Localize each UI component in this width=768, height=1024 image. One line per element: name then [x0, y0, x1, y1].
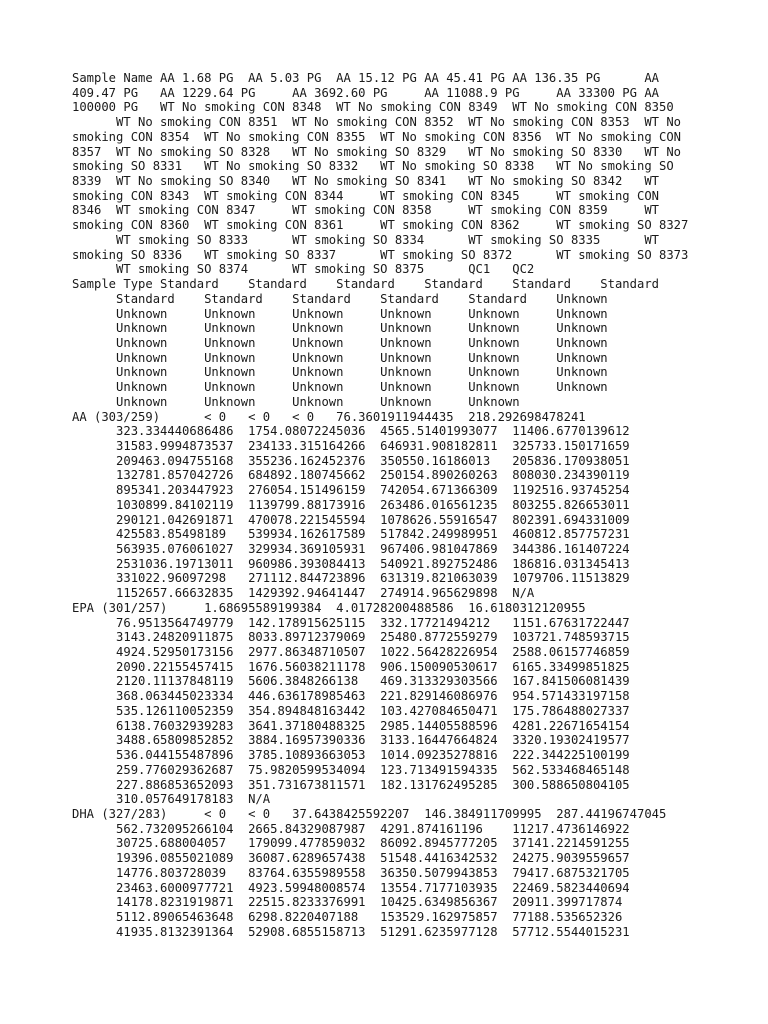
text-line: Sample Name AA 1.68 PG AA 5.03 PG AA 15.12 PG AA 45.41 PG AA 136.35 PG AA [72, 71, 659, 85]
text-line: 8346 WT smoking CON 8347 WT smoking CON 8358 WT smoking CON 8359 WT [72, 203, 659, 218]
text-line: 4924.52950173156 2977.86348710507 1022.56428226954 2588.06157746859 [72, 645, 630, 660]
text-line: smoking CON 8343 WT smoking CON 8344 WT smoking CON 8345 WT smoking CON [72, 188, 659, 203]
text-line: 41935.8132391364 52908.6855158713 51291.6235977128 57712.5544015231 [72, 924, 630, 939]
text-line: Unknown Unknown Unknown Unknown Unknown Unknown [72, 365, 608, 380]
text-line: smoking SO 8336 WT smoking SO 8337 WT smoking SO 8372 WT smoking SO 8373 [72, 247, 689, 262]
text-line: 331022.96097298 271112.844723896 631319.821063039 1079706.11513829 [72, 571, 630, 586]
text-line: 409.47 PG AA 1229.64 PG AA 3692.60 PG AA 11088.9 PG AA 33300 PG AA [72, 85, 659, 100]
text-line: 259.776029362687 75.9820599534094 123.713491594335 562.533468465148 [72, 762, 630, 777]
text-line: 6138.76032939283 3641.37180488325 2985.14405588596 4281.22671654154 [72, 718, 630, 733]
text-line: 14776.803728039 83764.6355989558 36350.5079943853 79417.6875321705 [72, 865, 630, 880]
text-line: 563935.076061027 329934.369105931 967406.981047869 344386.161407224 [72, 542, 630, 556]
text-line: Unknown Unknown Unknown Unknown Unknown [72, 394, 520, 409]
text-line: 536.044155487896 3785.10893663053 1014.09235278816 222.344225100199 [72, 748, 630, 763]
text-line: 30725.688004057 179099.477859032 86092.8945777205 37141.2214591255 [72, 836, 630, 851]
text-line: 5112.89065463648 6298.8220407188 153529.162975857 77188.535652326 [72, 909, 623, 924]
text-line: 8357 WT No smoking SO 8328 WT No smoking SO 8329 WT No smoking SO 8330 WT No [72, 144, 682, 159]
text-line: 76.9513564749779 142.178915625115 332.17721494212 1151.67631722447 [72, 615, 630, 630]
text-line: 368.063445023334 446.636178985463 221.829146086976 954.571433197158 [72, 689, 630, 704]
text-line: WT No smoking CON 8351 WT No smoking CON 8352 WT No smoking CON 8353 WT No [72, 115, 682, 130]
text-line: WT smoking SO 8374 WT smoking SO 8375 QC1 QC2 [72, 262, 535, 277]
text-line: 2531036.19713011 960986.393084413 540921.892752486 186816.031345413 [72, 556, 630, 571]
text-line: 2090.22155457415 1676.56038211178 906.150090530617 6165.33499851825 [72, 659, 630, 674]
text-line: Sample Type Standard Standard Standard Standard Standard Standard [72, 277, 659, 292]
text-line: Unknown Unknown Unknown Unknown Unknown Unknown [72, 321, 608, 336]
text-line: EPA (301/257) 1.68695589199384 4.01728200488586 16.6180312120955 [72, 600, 586, 615]
text-line: 535.126110052359 354.894848163442 103.427084650471 175.786488027337 [72, 703, 630, 718]
text-line: Unknown Unknown Unknown Unknown Unknown Unknown [72, 335, 608, 350]
text-line: 132781.857042726 684892.180745662 250154.890260263 808030.234390119 [72, 468, 630, 483]
text-line: 23463.6000977721 4923.59948008574 13554.7177103935 22469.5823440694 [72, 880, 630, 895]
text-line: 19396.0855021089 36087.6289657438 51548.4416342532 24275.9039559657 [72, 851, 630, 866]
text-line: 14178.8231919871 22515.8233376991 10425.6349856367 20911.399717874 [72, 895, 623, 910]
text-line: 323.334440686486 1754.08072245036 4565.51401993077 11406.6770139612 [72, 424, 630, 439]
text-line: smoking CON 8354 WT No smoking CON 8355 WT No smoking CON 8356 WT No smoking CON [72, 129, 682, 144]
text-line: smoking CON 8360 WT smoking CON 8361 WT smoking CON 8362 WT smoking SO 8327 [72, 218, 689, 233]
text-line: 2120.11137848119 5606.3848266138 469.313329303566 167.841506081439 [72, 674, 630, 689]
text-line: 290121.042691871 470078.221545594 1078626.55916547 802391.694331009 [72, 512, 630, 527]
text-line: 209463.094755168 355236.162452376 350550.16186013 205836.170938051 [72, 453, 630, 468]
text-line: Unknown Unknown Unknown Unknown Unknown Unknown [72, 350, 608, 365]
text-line: 100000 PG WT No smoking CON 8348 WT No smoking CON 8349 WT No smoking CON 8350 [72, 100, 674, 115]
text-line: 425583.85498189 539934.162617589 517842.249989951 460812.857757231 [72, 527, 630, 542]
text-line: 3143.24820911875 8033.89712379069 25480.8772559279 103721.748593715 [72, 630, 630, 645]
text-line: smoking SO 8331 WT No smoking SO 8332 WT No smoking SO 8338 WT No smoking SO [72, 159, 674, 174]
text-line: 3488.65809852852 3884.16957390336 3133.16447664824 3320.19302419577 [72, 733, 630, 748]
text-line: 562.732095266104 2665.84329087987 4291.874161196 11217.4736146922 [72, 821, 630, 836]
text-line: 31583.9994873537 234133.315164266 646931.908182811 325733.150171659 [72, 438, 630, 453]
text-line: WT smoking SO 8333 WT smoking SO 8334 WT smoking SO 8335 WT [72, 232, 659, 247]
text-line: 8339 WT No smoking SO 8340 WT No smoking SO 8341 WT No smoking SO 8342 WT [72, 174, 659, 189]
text-line: Unknown Unknown Unknown Unknown Unknown Unknown [72, 380, 608, 395]
text-line: 1152657.66632835 1429392.94641447 274914.965629898 N/A [72, 586, 535, 601]
text-line: Standard Standard Standard Standard Standard Unknown [72, 291, 608, 306]
text-line: 895341.203447923 276054.151496159 742054.671366309 1192516.93745254 [72, 483, 630, 498]
tabular-text-body [72, 71, 688, 939]
text-line: 227.886853652093 351.731673811571 182.131762495285 300.588650804105 [72, 777, 630, 792]
text-line: DHA (327/283) < 0 < 0 37.6438425592207 146.384911709995 287.44196747045 [72, 806, 667, 821]
text-line: 1030899.84102119 1139799.88173916 263486.016561235 803255.826653011 [72, 497, 630, 512]
text-line: AA (303/259) < 0 < 0 < 0 76.3601911944435 218.292698478241 [72, 409, 586, 424]
text-line: Unknown Unknown Unknown Unknown Unknown Unknown [72, 306, 608, 321]
text-line: 310.057649178183 N/A [72, 792, 271, 807]
